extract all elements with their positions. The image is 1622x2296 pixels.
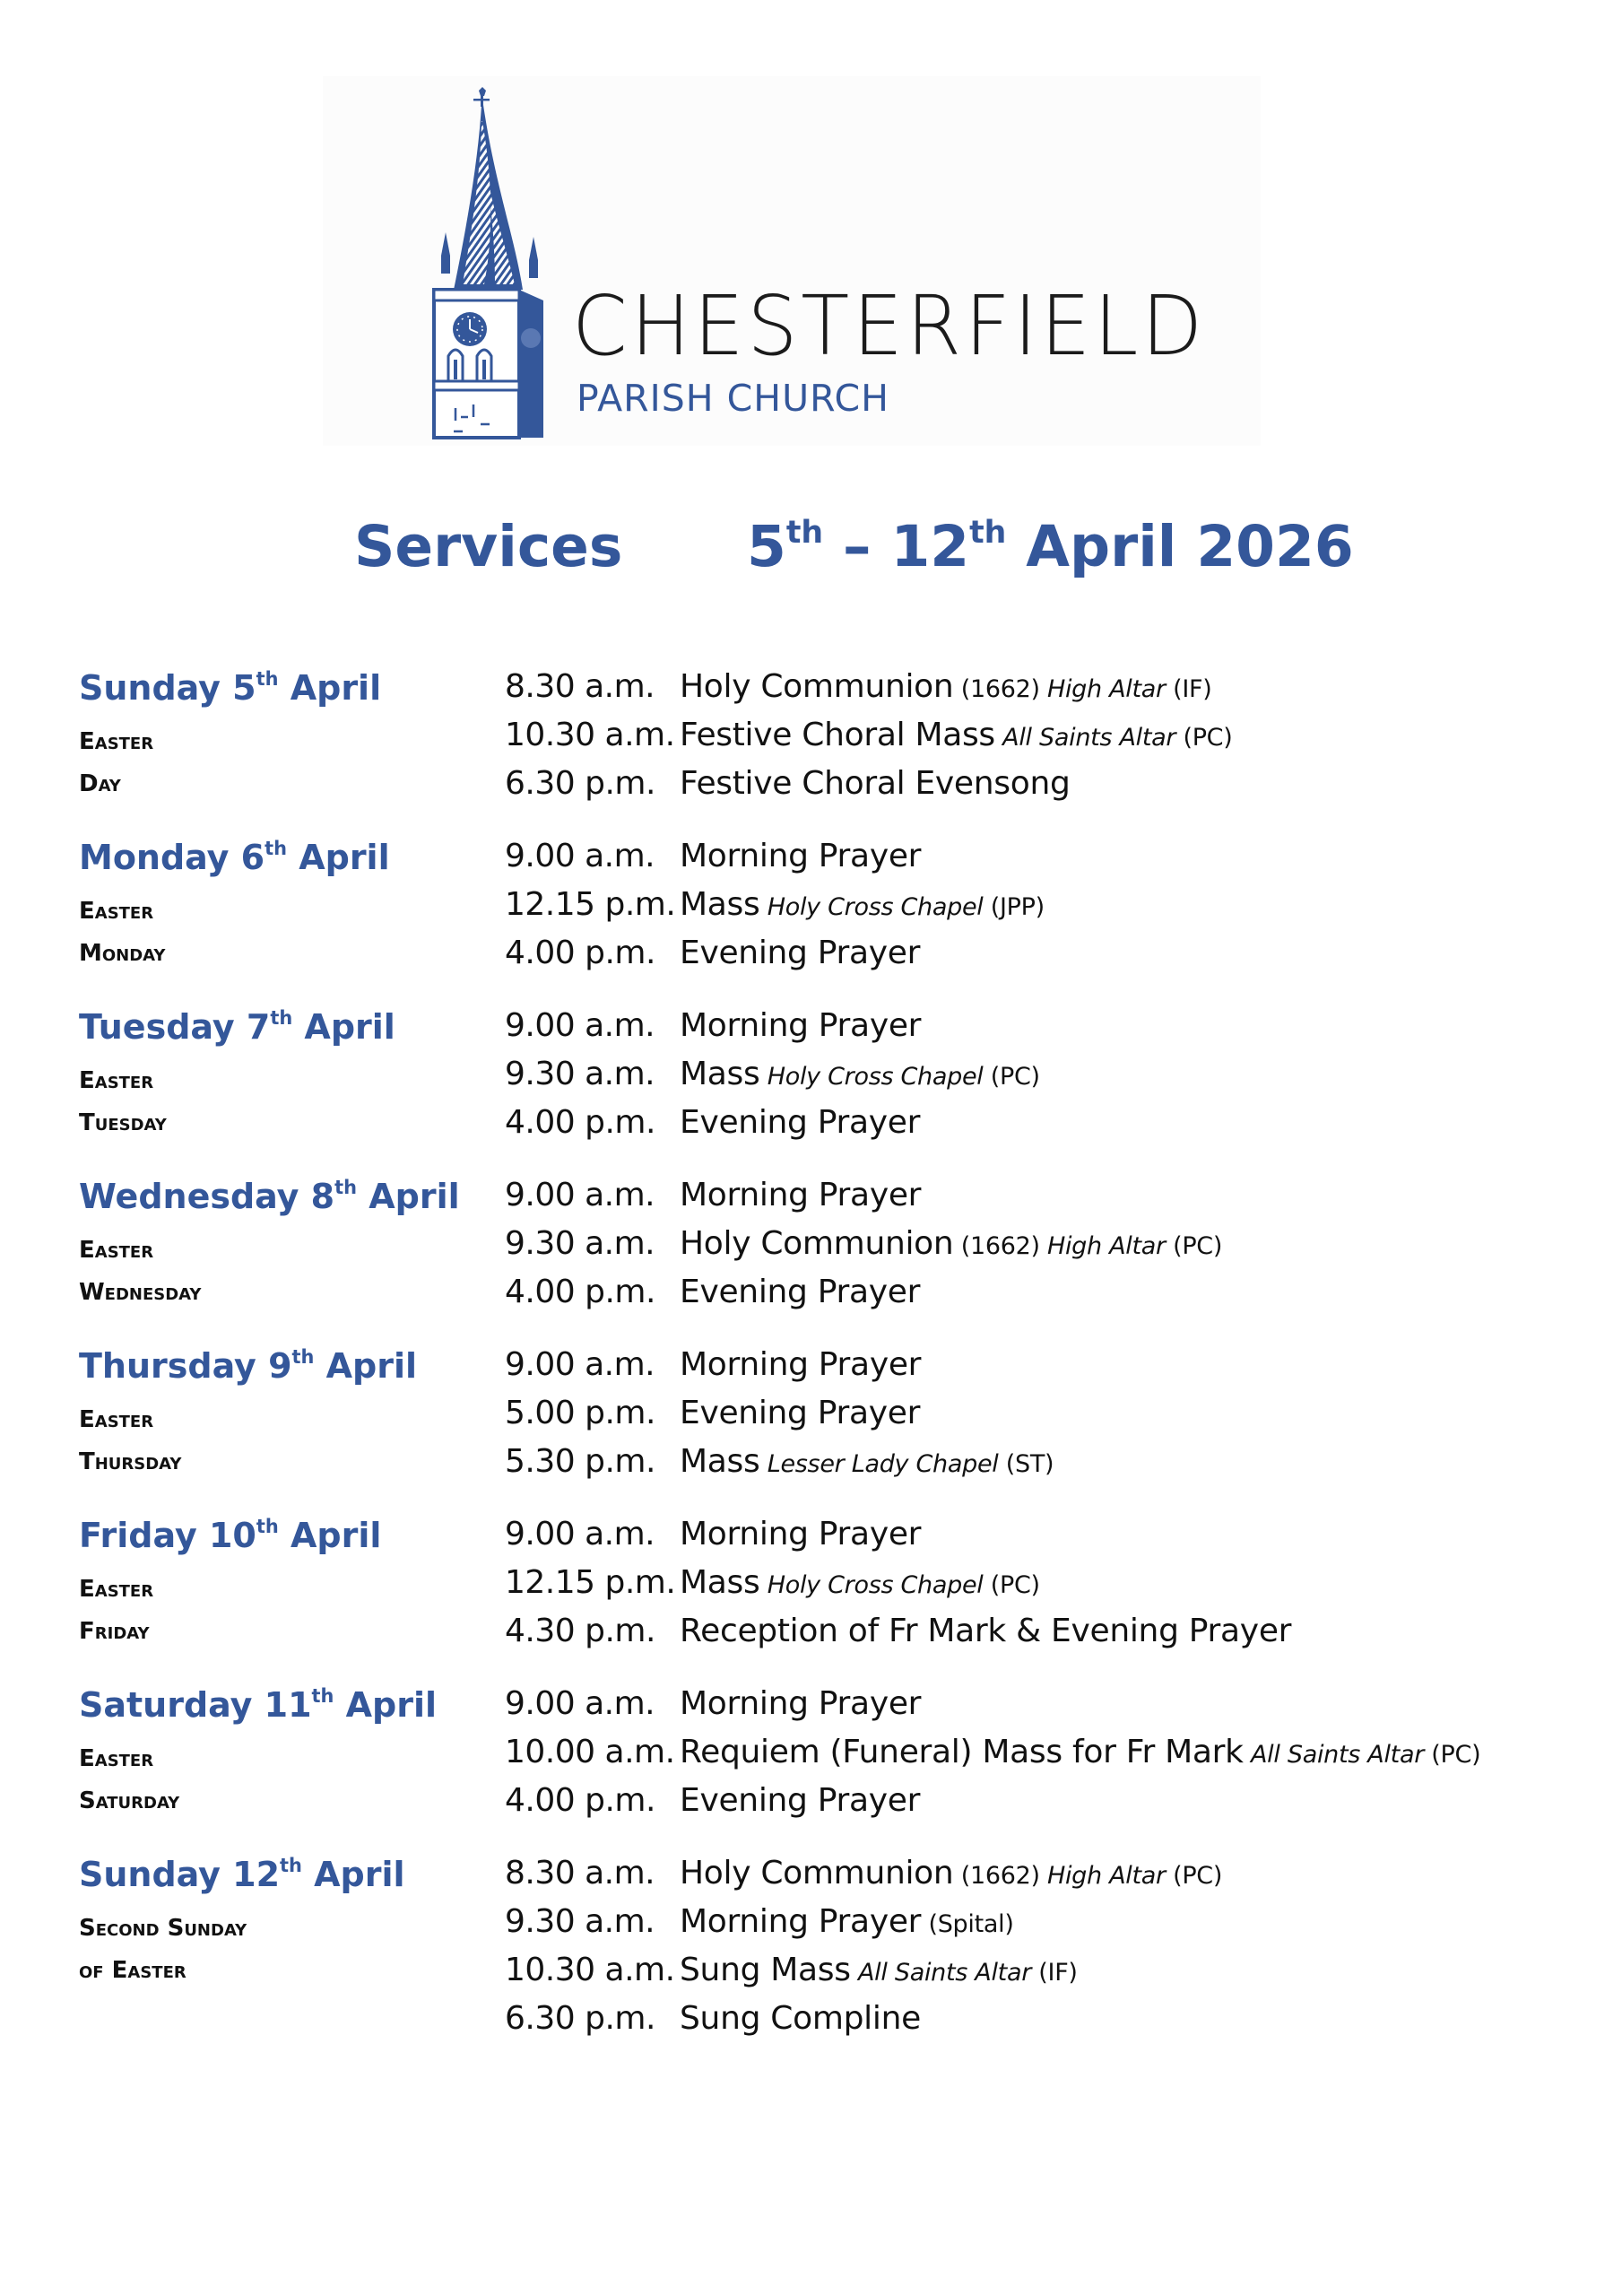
service-name: Mass: [680, 1443, 760, 1480]
service-description: [680, 1518, 921, 1551]
liturgical-day-label: Saturday: [79, 1787, 180, 1814]
service-location: Holy Cross Chapel (JPP): [767, 893, 1045, 921]
service-location: (1662) High Altar (IF): [953, 675, 1212, 703]
service-name: Mass: [680, 886, 760, 923]
service-time: 9.30 a.m.: [505, 1903, 655, 1940]
service-location: All Saints Altar (IF): [858, 1959, 1078, 1987]
liturgical-day-label: Easter: [79, 1406, 154, 1433]
day-heading: Saturday 11th April: [79, 1685, 438, 1725]
liturgical-day-label: Day: [79, 770, 121, 797]
service-description: [680, 1443, 1054, 1480]
service-time: 8.30 a.m.: [505, 668, 655, 705]
day-heading: Wednesday 8th April: [79, 1177, 460, 1216]
service-location: Holy Cross Chapel (PC): [767, 1063, 1040, 1091]
service-name: Requiem (Funeral) Mass for Fr Mark: [680, 1734, 1244, 1770]
service-time: 8.30 a.m.: [505, 1855, 655, 1892]
service-name: Festive Choral Mass: [680, 717, 995, 753]
service-description: [680, 1685, 922, 1722]
service-name: Morning Prayer: [680, 1346, 922, 1383]
service-name: Reception of Fr Mark & Evening Prayer: [680, 1613, 1292, 1649]
day-heading: Sunday 12th April: [79, 1855, 405, 1894]
liturgical-day-label: Tuesday: [79, 1109, 167, 1136]
liturgical-day-label: Easter: [79, 1576, 154, 1603]
service-description: [680, 886, 1045, 923]
service-time: 9.00 a.m.: [505, 1007, 655, 1044]
service-description: [680, 1954, 1078, 1987]
service-description: [680, 1564, 1040, 1601]
day-heading: Monday 6th April: [79, 838, 390, 877]
service-name: Morning Prayer: [680, 1177, 922, 1213]
crooked-spire-icon: [429, 85, 563, 439]
service-time: 9.30 a.m.: [505, 1056, 655, 1092]
service-location: All Saints Altar (PC): [1251, 1741, 1481, 1769]
service-name: Evening Prayer: [680, 935, 921, 971]
service-time: 12.15 p.m.: [505, 1564, 676, 1601]
service-name: Morning Prayer: [680, 838, 922, 874]
service-time: 4.00 p.m.: [505, 1782, 655, 1819]
day-heading: Tuesday 7th April: [79, 1007, 395, 1047]
service-time: 4.00 p.m.: [505, 1104, 655, 1141]
service-description: [680, 840, 921, 873]
service-location: All Saints Altar (PC): [1002, 724, 1233, 752]
service-time: 9.00 a.m.: [505, 1685, 655, 1722]
service-description: [680, 1782, 921, 1819]
service-time: 9.00 a.m.: [505, 1177, 655, 1213]
service-name: Morning Prayer: [680, 1685, 922, 1722]
service-time: 4.00 p.m.: [505, 935, 655, 971]
liturgical-day-label: Easter: [79, 728, 154, 755]
service-description: [680, 1857, 1222, 1890]
day-heading: Friday 10th April: [79, 1516, 382, 1555]
service-name: Mass: [680, 1564, 760, 1601]
liturgical-day-label: Easter: [79, 898, 154, 925]
service-location: (1662) High Altar (PC): [953, 1862, 1223, 1890]
service-description: [680, 1346, 922, 1383]
service-description: [680, 1615, 1291, 1648]
service-time: 9.30 a.m.: [505, 1225, 655, 1262]
service-name: Holy Communion: [680, 1855, 954, 1892]
service-description: [680, 1736, 1480, 1769]
liturgical-day-label: Second Sunday: [79, 1915, 247, 1942]
title-date-range: 5th – 12th April 2026: [747, 514, 1354, 579]
service-location: (1662) High Altar (PC): [953, 1232, 1223, 1260]
service-time: 6.30 p.m.: [505, 765, 655, 802]
church-subtitle: PARISH CHURCH: [577, 377, 889, 420]
service-description: [680, 937, 920, 970]
service-time: 6.30 p.m.: [505, 2000, 655, 2037]
service-location: Lesser Lady Chapel (ST): [767, 1450, 1054, 1478]
service-name: Mass: [680, 1056, 760, 1092]
service-description: [680, 1225, 1223, 1262]
liturgical-day-label: Easter: [79, 1745, 154, 1772]
liturgical-day-label: Easter: [79, 1237, 154, 1264]
service-time: 9.00 a.m.: [505, 1346, 655, 1383]
service-location: (Spital): [921, 1910, 1014, 1938]
service-description: [680, 719, 1232, 752]
service-description: [680, 1276, 920, 1309]
service-time: 10.30 a.m.: [505, 717, 675, 753]
service-description: [680, 1903, 1014, 1940]
service-description: [680, 1058, 1040, 1091]
service-time: 5.00 p.m.: [505, 1395, 655, 1431]
service-name: Morning Prayer: [680, 1903, 922, 1940]
liturgical-day-label: Thursday: [79, 1448, 182, 1475]
service-name: Morning Prayer: [680, 1007, 922, 1044]
service-name: Evening Prayer: [680, 1104, 921, 1141]
service-location: Holy Cross Chapel (PC): [767, 1571, 1040, 1599]
service-description: [680, 2000, 921, 2037]
service-description: [680, 1007, 922, 1044]
service-description: [680, 1179, 921, 1212]
service-time: 10.30 a.m.: [505, 1952, 675, 1988]
service-description: [680, 765, 1071, 802]
liturgical-day-label: Monday: [79, 940, 166, 967]
service-description: [680, 1104, 921, 1141]
service-name: Evening Prayer: [680, 1274, 921, 1310]
liturgical-day-label: Friday: [79, 1618, 150, 1645]
service-name: Holy Communion: [680, 1225, 954, 1262]
service-time: 4.30 p.m.: [505, 1613, 655, 1649]
service-time: 5.30 p.m.: [505, 1443, 655, 1480]
service-description: [680, 1397, 920, 1430]
title-services: Services: [354, 514, 623, 579]
service-name: Festive Choral Evensong: [680, 765, 1071, 802]
day-heading: Thursday 9th April: [79, 1346, 418, 1386]
service-name: Sung Compline: [680, 2000, 921, 2037]
service-name: Holy Communion: [680, 668, 954, 705]
service-time: 9.00 a.m.: [505, 1516, 655, 1552]
service-time: 9.00 a.m.: [505, 838, 655, 874]
liturgical-day-label: Easter: [79, 1067, 154, 1094]
service-name: Sung Mass: [680, 1952, 851, 1988]
service-description: [680, 668, 1212, 705]
service-time: 12.15 p.m.: [505, 886, 676, 923]
service-name: Evening Prayer: [680, 1395, 921, 1431]
liturgical-day-label: Wednesday: [79, 1279, 202, 1306]
liturgical-day-label: of Easter: [79, 1957, 186, 1984]
day-heading: Sunday 5th April: [79, 668, 382, 708]
service-time: 10.00 a.m.: [505, 1734, 675, 1770]
service-name: Evening Prayer: [680, 1782, 921, 1819]
church-name: CHESTERFIELD: [572, 278, 1207, 374]
service-name: Morning Prayer: [680, 1516, 922, 1552]
service-time: 4.00 p.m.: [505, 1274, 655, 1310]
